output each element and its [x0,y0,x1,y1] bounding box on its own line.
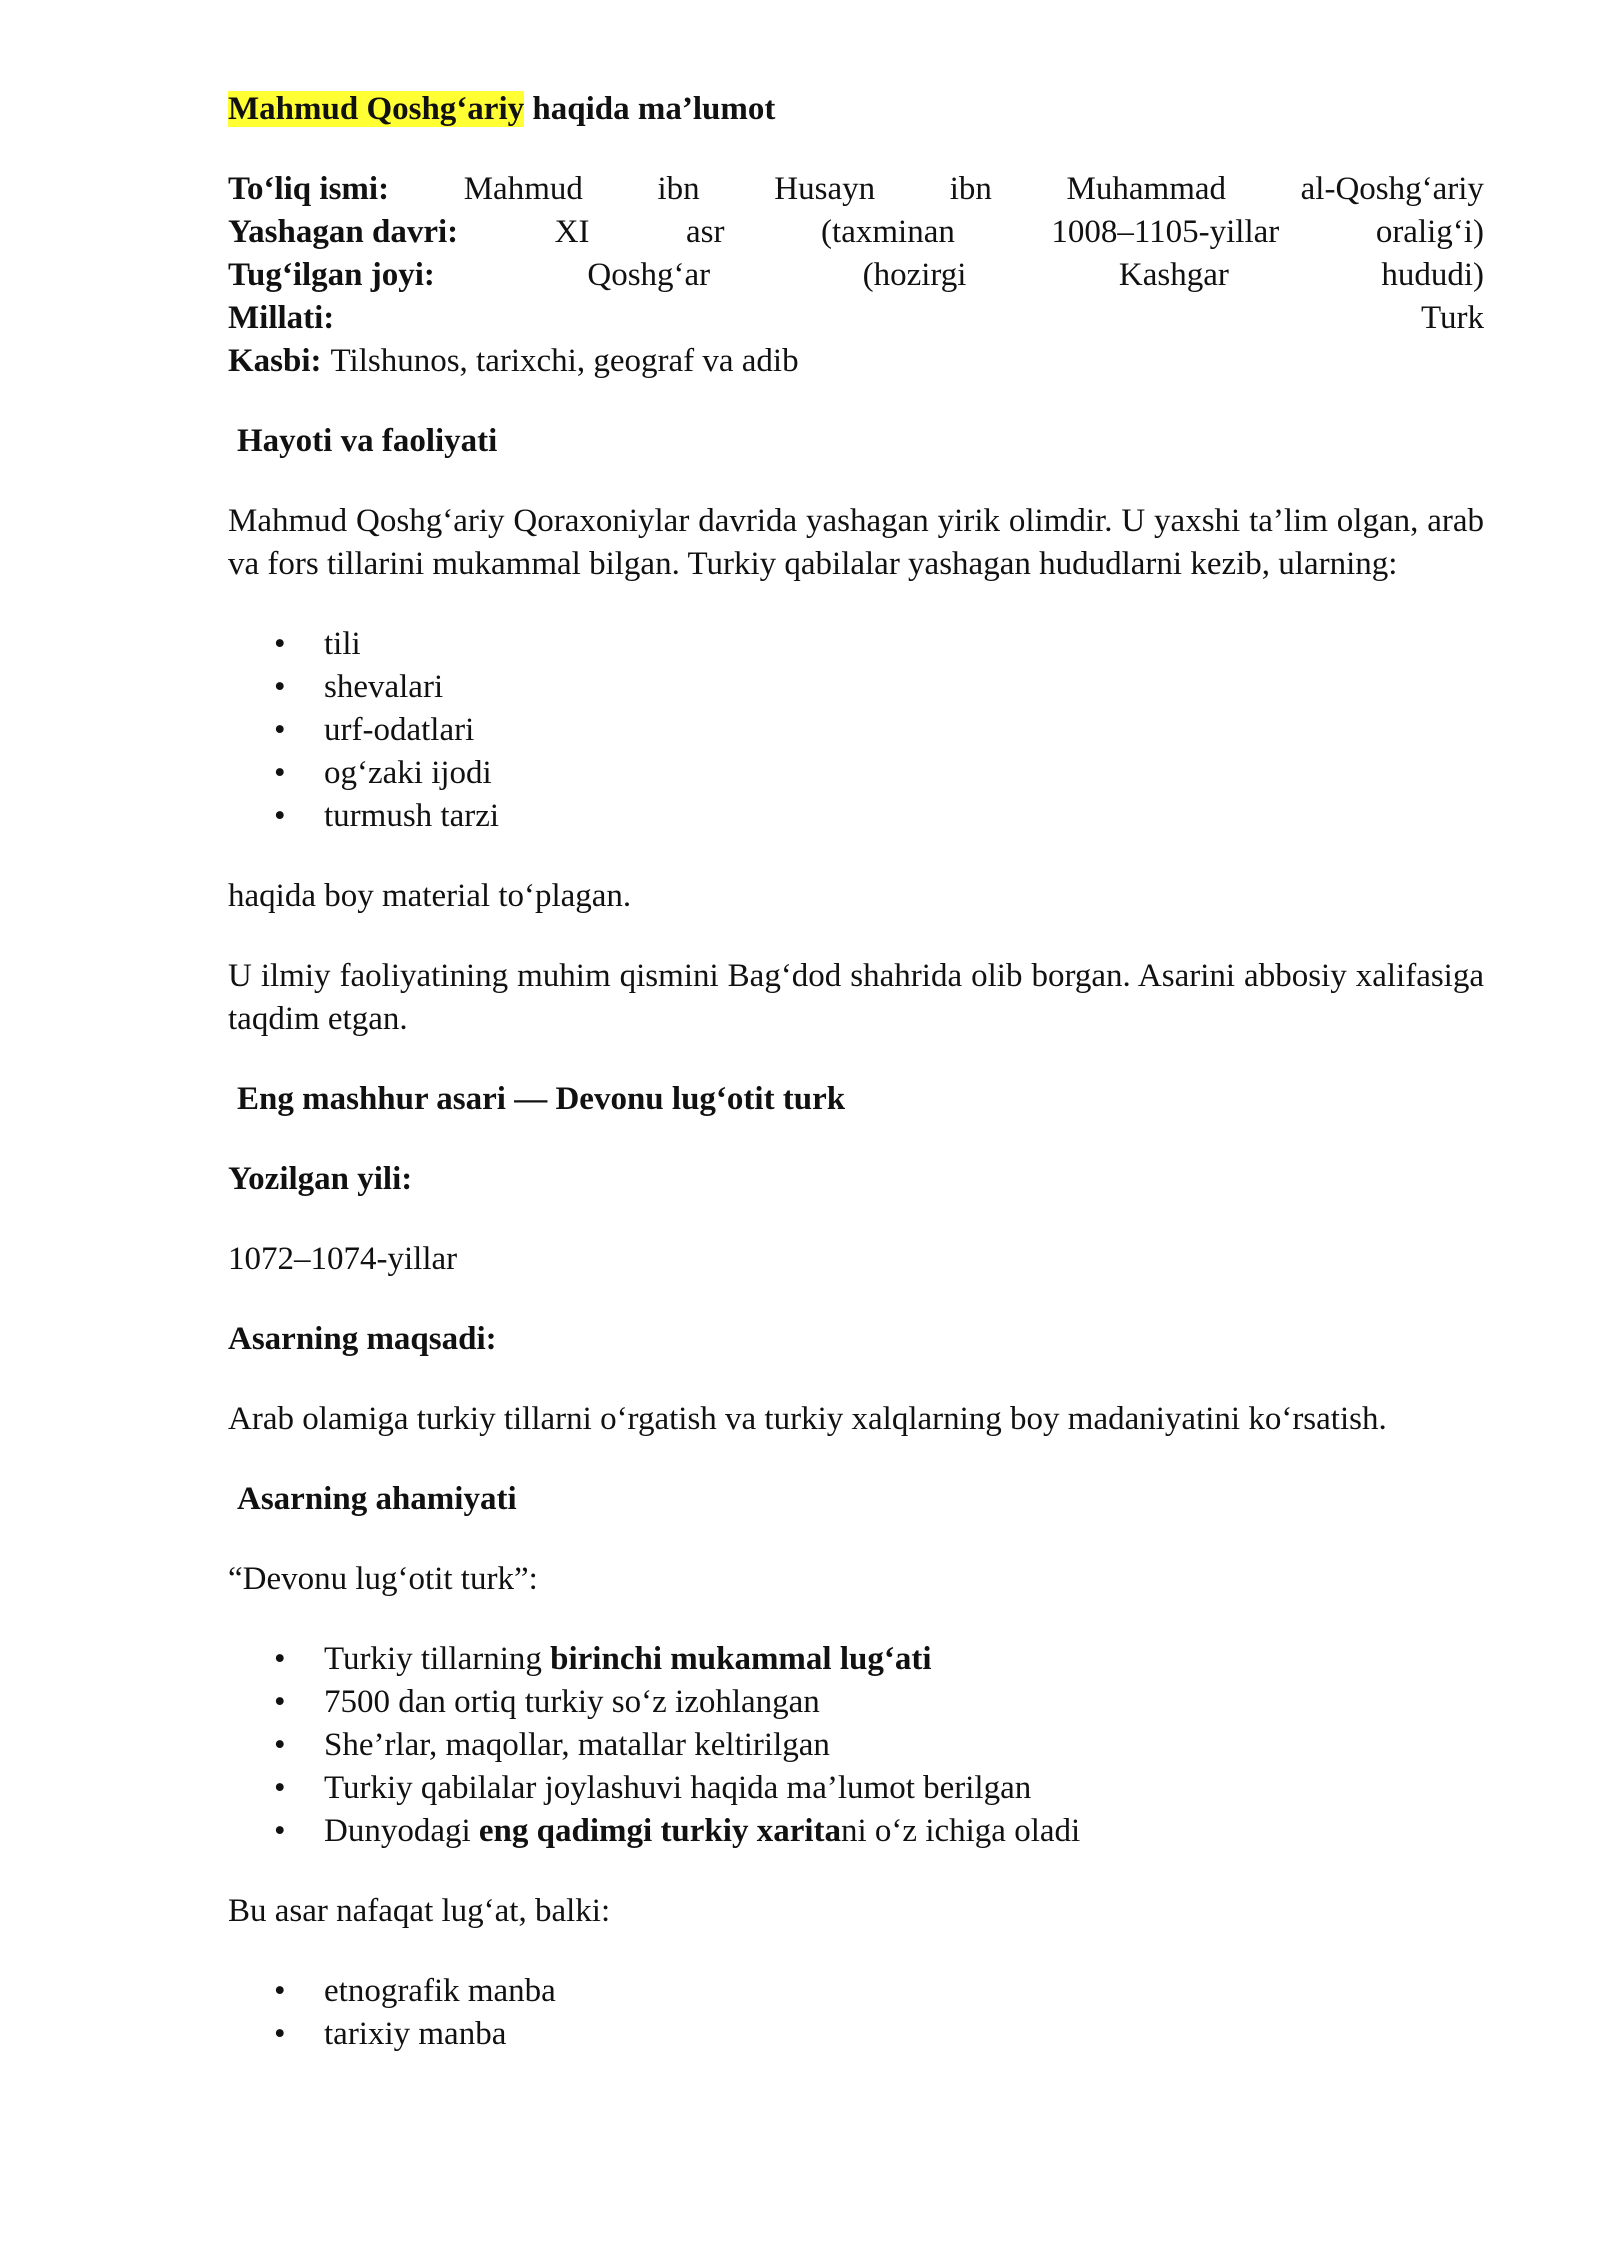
fact-word: Qoshg‘ar [587,257,711,293]
fact-word: Muhammad [1066,171,1227,207]
fact-word: asr [686,214,725,250]
fact-label: To‘liq ismi: [228,171,390,207]
fact-full-name [228,168,1484,211]
list-item: • Turkiy qabilalar joylashuvi haqida ma’lumot berilgan [228,1767,1484,1810]
fact-word: (taxminan [821,214,955,250]
life-after-paragraph: haqida boy material to‘plagan. [228,878,632,914]
fact-word: 1008–1105-yillar [1051,214,1280,250]
goal-value: Arab olamiga turkiy tillarni o‘rgatish va turkiy xalqlarning boy madaniyatini ko‘rsatish. [228,1401,1387,1437]
life-intro-paragraph: Mahmud Qoshg‘ariy Qoraxoniylar davrida yashagan yirik olimdir. U yaxshi ta’lim olgan, arab va fors tillarini mukammal bilgan. Turkiy qabilalar yashagan hududlarni kezib, ularning: [228,503,1484,582]
item-bold-text: birinchi mukammal lug‘ati [550,1641,932,1677]
fact-word: Husayn [774,171,876,207]
list-item [228,1810,1484,1853]
item-text: ni o‘z ichiga oladi [841,1813,1081,1849]
item-text: Dunyodagi [324,1813,479,1849]
section-heading-life: Hayoti va faoliyati [237,423,498,459]
list-item: • tili [228,623,1484,666]
fact-word: ibn [657,171,700,207]
fact-label: Yashagan davri: [228,214,459,250]
life-topics-list [228,623,1484,838]
importance-outro: Bu asar nafaqat lug‘at, balki: [228,1893,611,1929]
item-text: Turkiy tillarning [324,1641,551,1677]
list-item [228,1638,1484,1681]
title-highlight: Mahmud Qoshg‘ariy [228,91,525,127]
fact-label: Kasbi: [228,343,322,379]
year-value: 1072–1074-yillar [228,1241,458,1277]
goal-label: Asarning maqsadi: [228,1321,497,1357]
importance-intro: “Devonu lug‘otit turk”: [228,1561,538,1597]
fact-nationality [228,297,1484,340]
list-item: • tarixiy manba [228,2013,1484,2056]
fact-word: Mahmud [463,171,583,207]
fact-label: Millati: [228,300,335,336]
list-item: • turmush tarzi [228,795,1484,838]
baghdad-paragraph: U ilmiy faoliyatining muhim qismini Bag‘dod shahrida olib borgan. Asarini abbosiy xalifasiga taqdim etgan. [228,958,1484,1037]
section-heading-work: Eng mashhur asari — Devonu lug‘otit turk [237,1081,846,1117]
list-item: • urf-odatlari [228,709,1484,752]
fact-value: Tilshunos, tarixchi, geograf va adib [330,343,799,379]
fact-word: (hozirgi [862,257,967,293]
section-heading-importance: Asarning ahamiyati [237,1481,517,1517]
list-item: • She’rlar, maqollar, matallar keltirilgan [228,1724,1484,1767]
list-item: • etnografik manba [228,1970,1484,2013]
document-title [228,88,1484,131]
importance-list [228,1638,1484,1853]
fact-word: ibn [949,171,992,207]
list-item: • og‘zaki ijodi [228,752,1484,795]
facts-block [228,168,1484,383]
title-rest: haqida ma’lumot [524,91,776,127]
fact-word: XI [554,214,590,250]
year-label: Yozilgan yili: [228,1161,413,1197]
item-bold-text: eng qadimgi turkiy xarita [478,1813,842,1849]
list-item: • 7500 dan ortiq turkiy so‘z izohlangan [228,1681,1484,1724]
fact-birthplace [228,254,1484,297]
fact-word: al-Qoshg‘ariy [1300,171,1484,207]
fact-profession [228,340,1484,383]
fact-label: Tug‘ilgan joyi: [228,257,435,293]
fact-word: oralig‘i) [1375,214,1484,250]
document-page [228,88,1484,2093]
fact-period [228,211,1484,254]
sources-list [228,1970,1484,2056]
fact-word: Turk [1421,300,1484,336]
list-item: • shevalari [228,666,1484,709]
fact-word: hududi) [1381,257,1484,293]
fact-word: Kashgar [1118,257,1229,293]
